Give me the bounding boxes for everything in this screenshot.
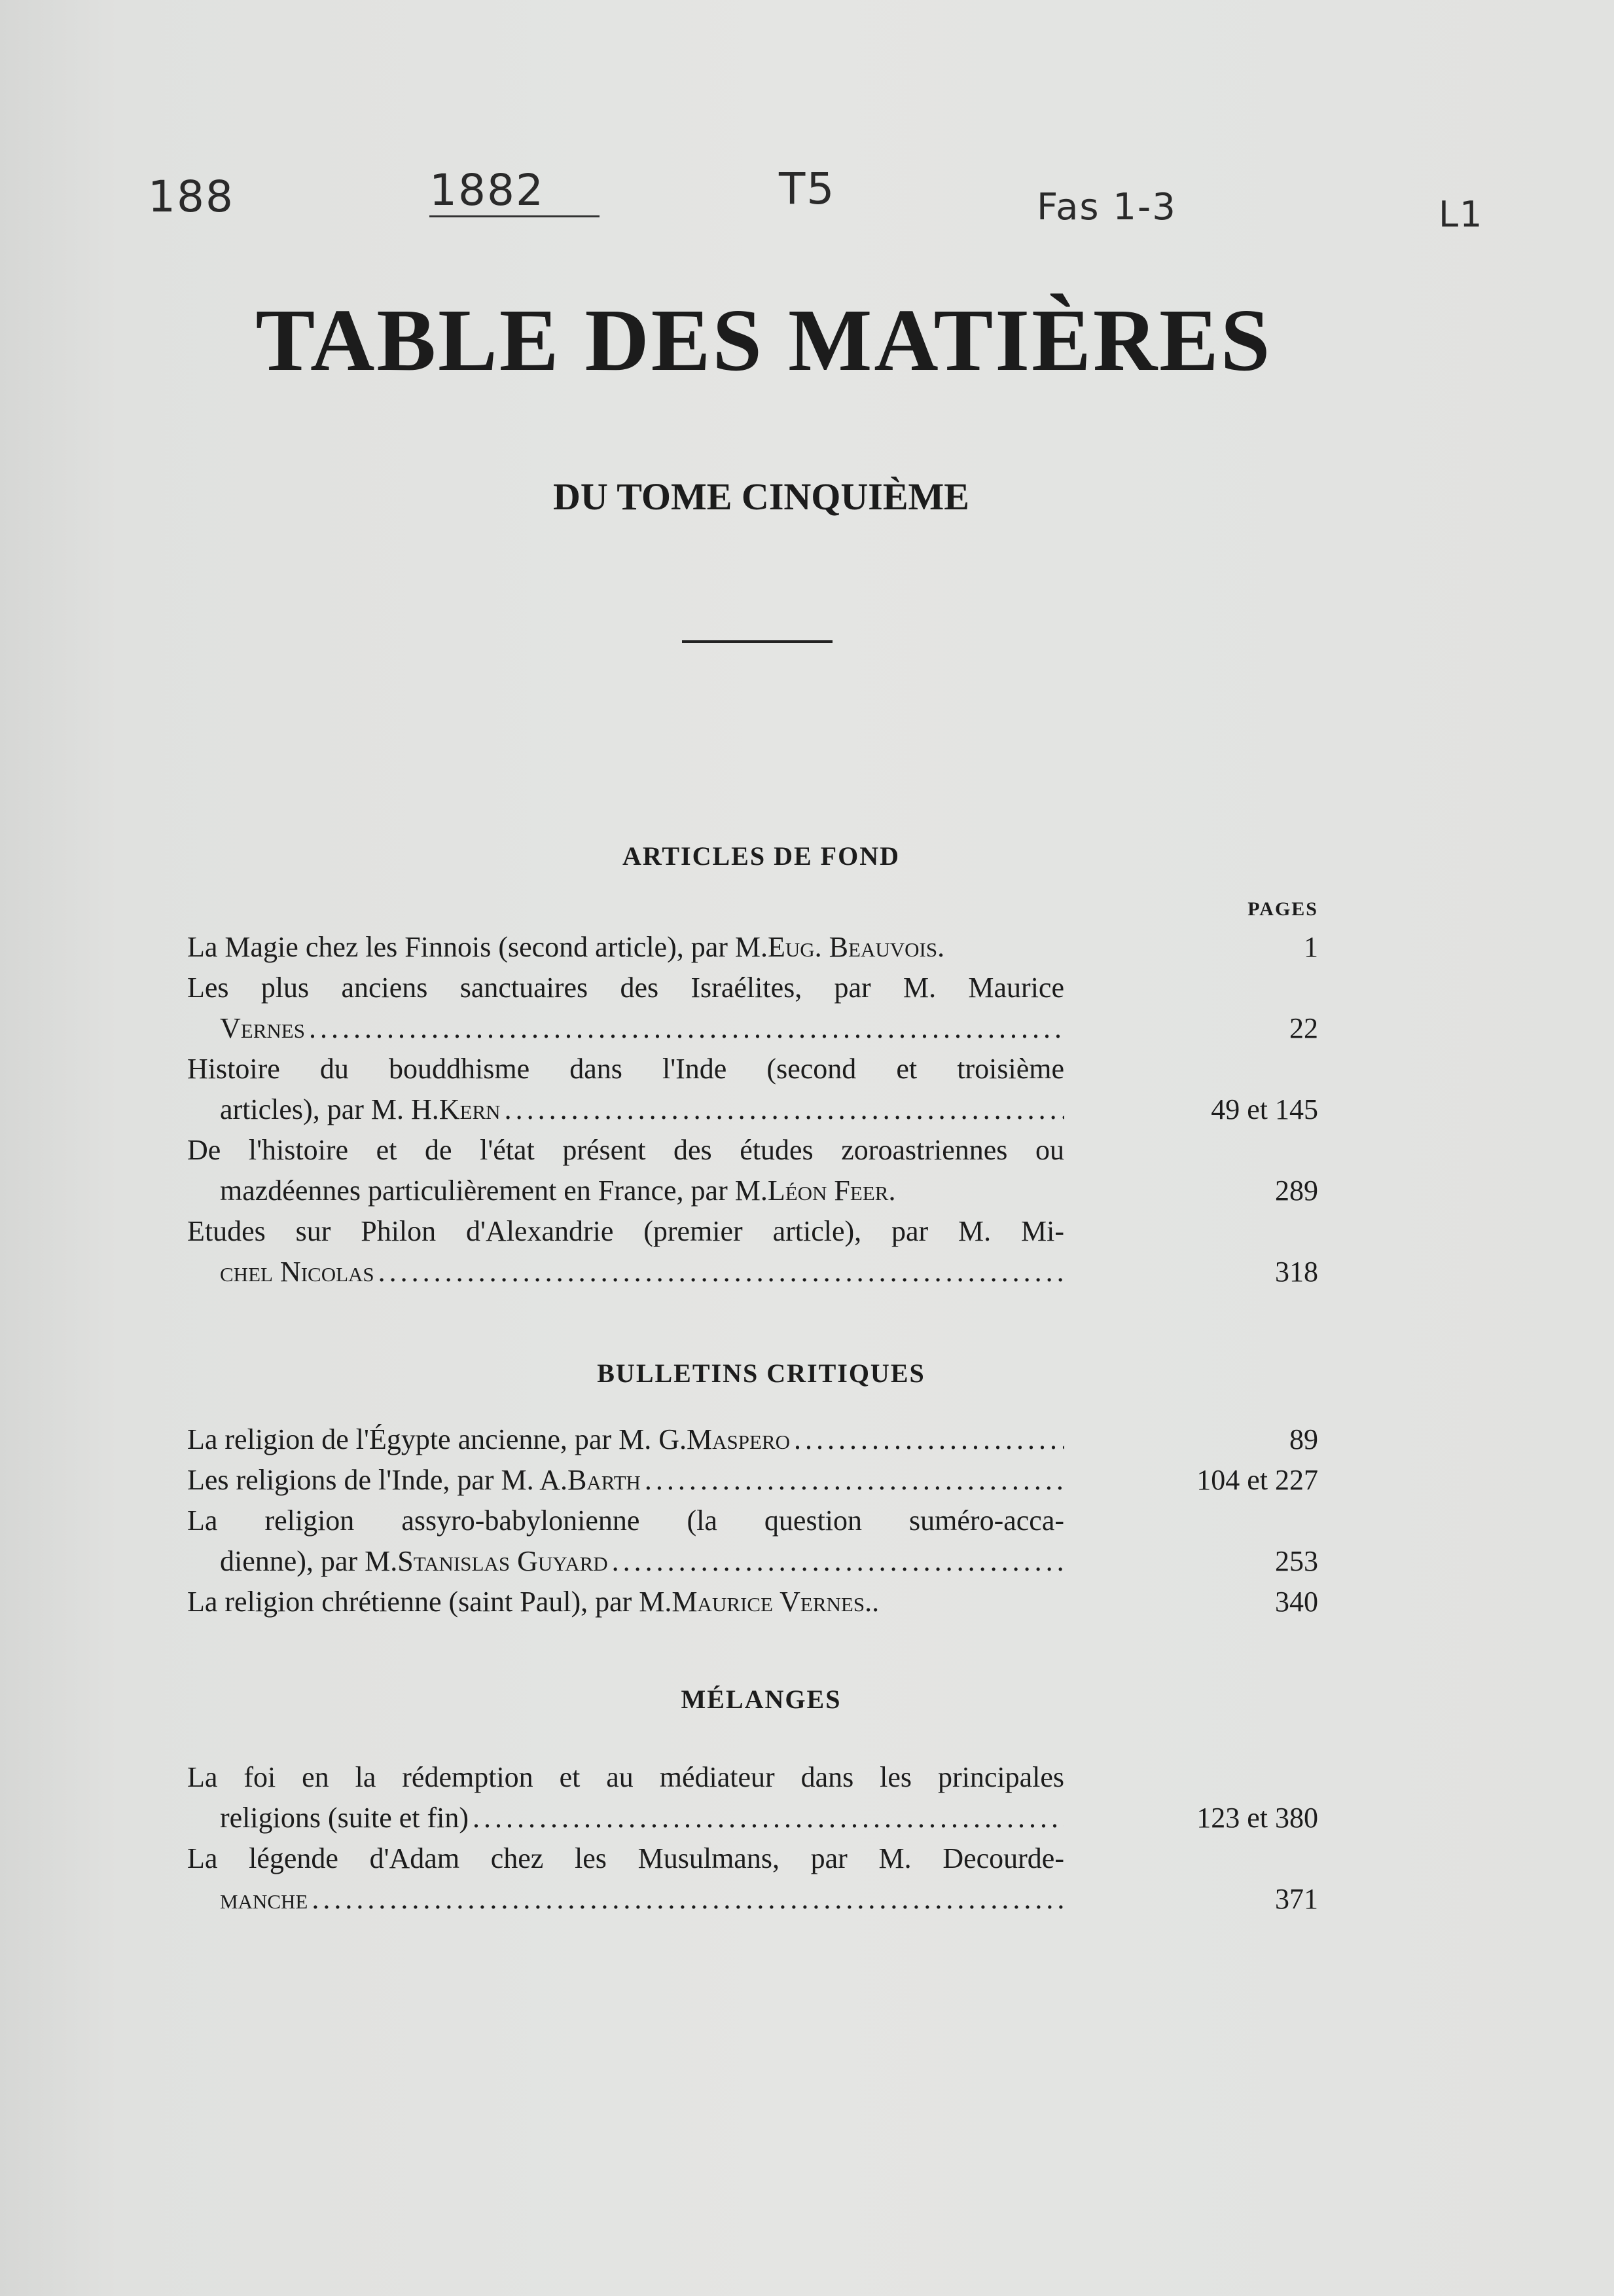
toc-entry: La religion assyro-babylonienne (la question suméro-acca- dienne), par M. Stanislas Guyard .....: [187, 1501, 1064, 1582]
toc-entry: La légende d'Adam chez les Musulmans, par M. Decourde- manche .....: [187, 1838, 1064, 1920]
handwritten-note-3: T5: [779, 164, 836, 214]
pages-column-header: PAGES: [1247, 898, 1318, 920]
page-number: 318: [1275, 1256, 1318, 1288]
handwritten-note-1: 188: [148, 172, 234, 222]
toc-entry: De l'histoire et de l'état présent des études zoroastriennes ou mazdéennes particulièrement en France, par M. Léon Feer.: [187, 1134, 1064, 1207]
page-number: 104 et 227: [1196, 1464, 1318, 1496]
page-number: 123 et 380: [1196, 1802, 1318, 1834]
toc-entry: La religion de l'Égypte ancienne, par M. G. Maspero .....: [187, 1419, 1064, 1460]
page-number: 253: [1275, 1545, 1318, 1577]
section-heading-melanges: MÉLANGES: [681, 1685, 842, 1714]
page-number: 289: [1275, 1175, 1318, 1207]
toc-entry: Les plus anciens sanctuaires des Israélites, par M. Maurice Vernes .....: [187, 968, 1064, 1049]
toc-entry: La foi en la rédemption et au médiateur dans les principales religions (suite et fin) .....: [187, 1757, 1064, 1838]
page-subtitle: DU TOME CINQUIÈME: [553, 475, 969, 518]
page-number: 371: [1275, 1883, 1318, 1915]
handwritten-note-2: 1882: [429, 165, 600, 217]
toc-entry: La Magie chez les Finnois (second article), par M. Eug. Beauvois.: [187, 931, 945, 963]
handwritten-note-5: L1: [1439, 194, 1484, 235]
page-number: 1: [1304, 931, 1318, 963]
toc-entry: Etudes sur Philon d'Alexandrie (premier article), par M. Mi- chel Nicolas .....: [187, 1211, 1064, 1292]
page-number: 89: [1289, 1423, 1318, 1455]
toc-entry: La religion chrétienne (saint Paul), par M. Maurice Vernes..: [187, 1586, 880, 1618]
page-number: 22: [1289, 1012, 1318, 1044]
page-number: 340: [1275, 1586, 1318, 1618]
toc-entry: Les religions de l'Inde, par M. A. Barth .....: [187, 1460, 1064, 1501]
handwritten-note-4: Fas 1-3: [1037, 186, 1177, 228]
page-number: 49 et 145: [1211, 1093, 1318, 1125]
page-title: TABLE DES MATIÈRES: [255, 291, 1272, 390]
section-heading-fond: ARTICLES DE FOND: [622, 841, 900, 871]
section-heading-bulletins: BULLETINS CRITIQUES: [597, 1358, 925, 1388]
divider-rule: [682, 640, 833, 643]
toc-entry: Histoire du bouddhisme dans l'Inde (second et troisième articles), par M. H. Kern .....: [187, 1049, 1064, 1130]
